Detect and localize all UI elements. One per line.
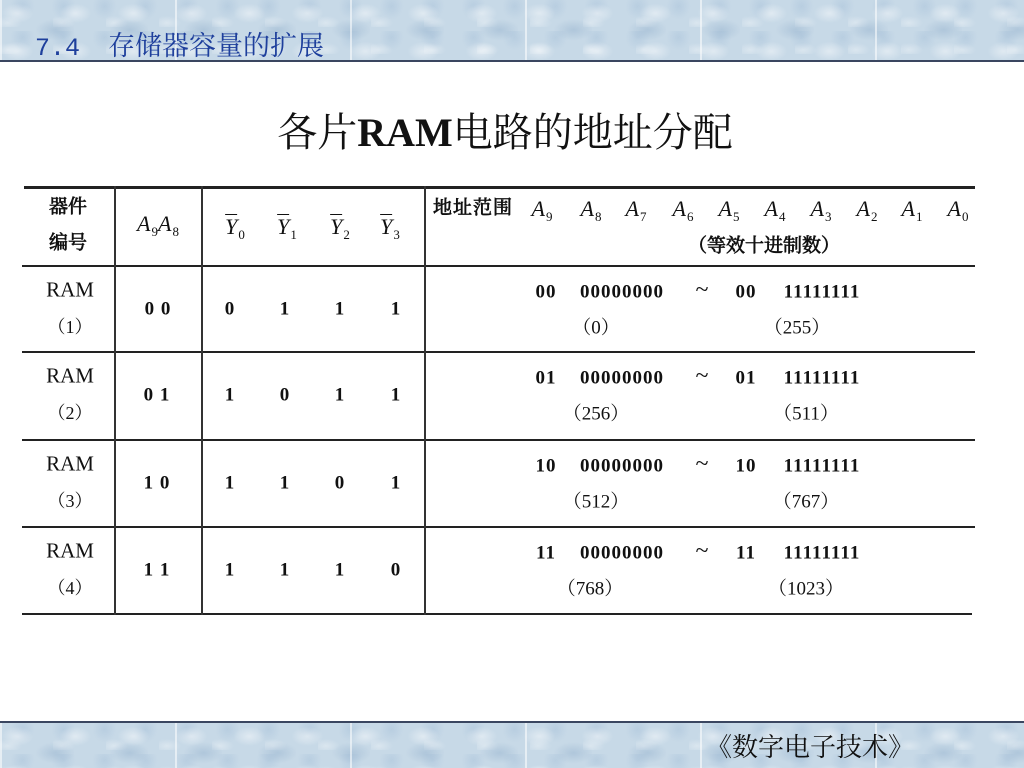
address-bit-subscript: 5: [732, 209, 740, 224]
y1-letter: Y: [277, 214, 290, 239]
slide-footer-bar: [0, 721, 1024, 768]
address-bit-letter: A: [672, 196, 686, 221]
range-separator: ~: [695, 451, 709, 477]
address-bit-letter: A: [901, 196, 915, 221]
section-title: 存储器容量的扩展: [108, 31, 325, 61]
a9-a8-value: 0 0: [144, 298, 172, 320]
address-bit-letter: A: [625, 196, 639, 221]
end-address-high: 00: [735, 281, 757, 303]
device-header-line2: 编号: [48, 232, 88, 254]
address-bit-a1: [901, 196, 923, 224]
address-bit-a6: [672, 196, 694, 224]
y0-value: 1: [224, 559, 236, 581]
y2-subscript: 2: [343, 227, 350, 242]
end-decimal: （255）: [763, 317, 831, 339]
y3-header: [380, 214, 400, 242]
y2-value: 1: [334, 298, 346, 320]
a9-a8-value: 0 1: [143, 384, 171, 406]
y0-value: 0: [224, 298, 236, 320]
y2-letter: Y: [330, 214, 343, 239]
end-address-low: 11111111: [783, 281, 861, 303]
y1-value: 0: [279, 384, 291, 406]
address-bit-letter: A: [531, 196, 545, 221]
device-name: RAM: [46, 277, 94, 302]
address-bit-letter: A: [947, 196, 961, 221]
y1-value: 1: [279, 559, 291, 581]
start-address-high: 11: [536, 542, 556, 564]
address-allocation-table: [22, 186, 975, 616]
end-address-low: 11111111: [783, 455, 861, 477]
table-row-ram-3: [22, 440, 975, 527]
end-decimal: （1023）: [767, 578, 845, 600]
device-index: （4）: [47, 578, 93, 598]
table-row-ram-1: [22, 266, 975, 352]
y0-subscript: 0: [238, 227, 245, 242]
address-bit-letter: A: [580, 196, 594, 221]
a9-a8-header: [137, 211, 179, 239]
start-decimal: （0）: [572, 317, 620, 339]
y2-value: 1: [334, 384, 346, 406]
device-name: RAM: [46, 363, 94, 388]
range-separator: ~: [695, 363, 709, 389]
address-bit-subscript: 4: [778, 209, 786, 224]
address-bit-a2: [856, 196, 878, 224]
end-decimal: （511）: [773, 403, 839, 425]
start-address-high: 01: [535, 367, 557, 389]
section-heading: [35, 30, 324, 62]
decimal-note: （等效十进制数）: [687, 235, 841, 257]
y1-value: 1: [279, 472, 291, 494]
range-separator: ~: [695, 538, 709, 564]
device-index: （2）: [47, 403, 93, 423]
end-decimal: （767）: [772, 491, 840, 513]
address-bit-letter: A: [764, 196, 778, 221]
address-bit-subscript: 2: [870, 209, 878, 224]
end-address-high: 10: [735, 455, 757, 477]
device-index: （1）: [47, 317, 93, 337]
slide-header-bar: [0, 0, 1024, 62]
start-decimal: （512）: [562, 491, 630, 513]
table-header-row: [22, 186, 975, 266]
a9-a8-value: 1 0: [143, 472, 171, 494]
address-bit-letter: A: [718, 196, 732, 221]
end-address-high: 01: [735, 367, 757, 389]
y3-subscript: 3: [393, 227, 400, 242]
address-bit-subscript: 3: [824, 209, 832, 224]
range-separator: ~: [695, 277, 709, 303]
slide-title: [0, 108, 1010, 158]
device-name: RAM: [46, 451, 94, 476]
y0-value: 1: [224, 472, 236, 494]
address-bit-subscript: 7: [639, 209, 647, 224]
address-range-header: 地址范围: [432, 197, 514, 219]
start-address-low: 00000000: [580, 455, 664, 477]
address-bit-subscript: 8: [594, 209, 602, 224]
address-bit-subscript: 9: [545, 209, 553, 224]
end-address-low: 11111111: [783, 367, 861, 389]
y3-value: 0: [390, 559, 402, 581]
y1-subscript: 1: [290, 227, 297, 242]
y2-value: 1: [334, 559, 346, 581]
end-address-high: 11: [736, 542, 756, 564]
start-address-high: 00: [535, 281, 557, 303]
start-address-low: 00000000: [580, 367, 664, 389]
address-bit-letter: A: [810, 196, 824, 221]
book-title: 《数字电子技术》: [706, 733, 915, 762]
end-address-low: 11111111: [783, 542, 861, 564]
slide-title-suffix: 电路的地址分配: [452, 110, 733, 155]
address-bit-a5: [718, 196, 740, 224]
section-number: 7.4: [35, 34, 81, 63]
start-decimal: （768）: [556, 578, 624, 600]
device-header-line1: 器件: [48, 196, 88, 218]
address-bit-subscript: 6: [686, 209, 694, 224]
y3-letter: Y: [380, 214, 393, 239]
a8-subscript: 8: [172, 224, 179, 239]
address-bit-a0: [947, 196, 969, 224]
address-bit-a7: [625, 196, 647, 224]
address-bit-letter: A: [856, 196, 870, 221]
slide-title-ram: RAM: [357, 110, 453, 155]
y0-letter: Y: [225, 214, 238, 239]
y2-header: [330, 214, 350, 242]
y0-header: [225, 214, 245, 242]
table-row-ram-2: [22, 352, 975, 440]
address-bit-subscript: 0: [961, 209, 969, 224]
device-index: （3）: [47, 491, 93, 511]
address-bit-subscript: 1: [915, 209, 923, 224]
start-address-low: 00000000: [580, 542, 664, 564]
y2-value: 0: [334, 472, 346, 494]
a9-subscript: 9: [151, 224, 158, 239]
address-bit-a4: [764, 196, 786, 224]
start-address-high: 10: [535, 455, 557, 477]
y1-header: [277, 214, 297, 242]
y3-value: 1: [390, 298, 402, 320]
a9-a8-value: 1 1: [143, 559, 171, 581]
y3-value: 1: [390, 472, 402, 494]
start-decimal: （256）: [562, 403, 630, 425]
a8-letter: A: [158, 211, 172, 236]
device-name: RAM: [46, 538, 94, 563]
y0-value: 1: [224, 384, 236, 406]
y1-value: 1: [279, 298, 291, 320]
slide-title-prefix: 各片: [277, 110, 358, 155]
address-bit-a8: [580, 196, 602, 224]
a9-letter: A: [137, 211, 151, 236]
start-address-low: 00000000: [580, 281, 664, 303]
address-bit-a9: [531, 196, 553, 224]
table-row-ram-4: [22, 527, 975, 614]
address-bit-a3: [810, 196, 832, 224]
y3-value: 1: [390, 384, 402, 406]
